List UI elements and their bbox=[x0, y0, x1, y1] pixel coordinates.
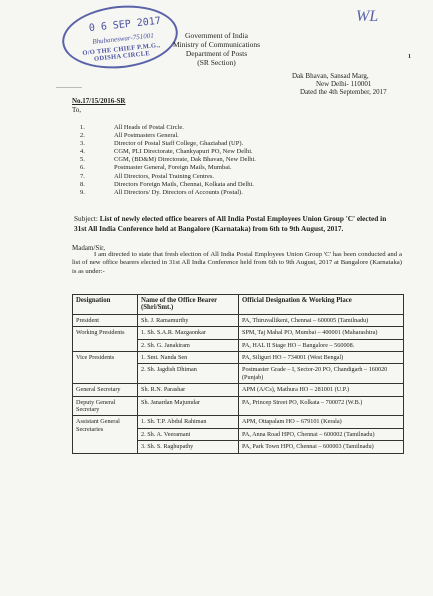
list-item: 6. Postmaster General, Foreign Mails, Mumbai. bbox=[80, 164, 232, 172]
header-line-3: Department of Posts bbox=[185, 49, 248, 58]
name-cell: 1. Smt. Nanda Sen bbox=[138, 352, 239, 364]
stamp-city: Bhubaneswar-751001 bbox=[91, 31, 155, 46]
table-row bbox=[73, 327, 404, 339]
name-cell: 1. Sh. S.A.R. Mazgaonkar bbox=[138, 327, 239, 339]
address-line-1: Dak Bhavan, Sansad Marg, bbox=[292, 72, 369, 80]
designation-cell: Assistant General Secretaries bbox=[73, 416, 138, 453]
designation-cell: Deputy General Secretary bbox=[73, 396, 138, 416]
to-label: To, bbox=[72, 106, 82, 114]
list-item: 3. Director of Postal Staff College, Ghaziabad (UP). bbox=[80, 140, 244, 148]
subject-label: Subject: bbox=[74, 214, 98, 223]
designation-cell: General Secretary bbox=[73, 384, 138, 396]
page-number: 1 bbox=[408, 54, 411, 60]
distribution-list bbox=[80, 124, 256, 197]
header-line-2: Ministry of Communications bbox=[172, 40, 261, 49]
list-item: 9. All Directors/ Dy. Directors of Accounts (Postal). bbox=[80, 188, 243, 196]
stamp-ring-text: O/O THE CHIEF P.M.G., ODISHA CIRCLE bbox=[82, 41, 161, 63]
column-header: Official Designation & Working Place bbox=[239, 295, 404, 315]
column-header: Designation bbox=[73, 295, 138, 315]
list-item: 4. CGM, PLI Directorate, Chankyapuri PO, New Delhi. bbox=[80, 148, 253, 156]
name-cell: 2. Sh. Jagdish Dhiman bbox=[138, 364, 239, 384]
workplace-cell: PA, Siliguri HO – 734001 (West Bengal) bbox=[239, 352, 404, 364]
handwritten-mark: WL bbox=[356, 8, 379, 25]
name-cell: 1. Sh. T.P. Abdul Rahiman bbox=[138, 416, 239, 428]
name-cell: 2. Sh. G. Janakiram bbox=[138, 339, 239, 351]
designation-cell: President bbox=[73, 314, 138, 326]
date-line: Dated the 4th September, 2017 bbox=[300, 88, 387, 96]
body-paragraph: I am directed to state that fresh election of All India Postal Employees Union Group 'C' has been conducted and a list of new office bearers elected in 31st All India Conference held from 6th to 9th August, 2017 at Bangalore (Karnataka) is as under:- bbox=[72, 251, 402, 275]
table-row bbox=[73, 396, 404, 416]
column-header: Name of the Office Bearer (Shri/Smt.) bbox=[138, 295, 239, 315]
list-item: 2. All Postmasters General. bbox=[80, 132, 179, 140]
header-line-1: Government of India bbox=[185, 31, 248, 40]
list-item: 5. CGM, (BD&M) Directorate, Dak Bhavan, New Delhi. bbox=[80, 156, 256, 164]
subject bbox=[74, 214, 400, 233]
workplace-cell: PA, HAL II Stage HO – Bangalore – 560008. bbox=[239, 339, 404, 351]
table-row bbox=[73, 352, 404, 364]
workplace-cell: Postmaster Grade – I, Sector-20 PO, Chandigarh – 160020 (Punjab) bbox=[239, 364, 404, 384]
reference-number: No.17/15/2016-SR bbox=[72, 97, 126, 105]
name-cell: 2. Sh. A. Veeramani bbox=[138, 428, 239, 440]
list-item: 7. All Directors, Postal Training Centres. bbox=[80, 172, 215, 180]
list-item: 8. Directors Foreign Mails, Chennai, Kolkata and Delhi. bbox=[80, 180, 254, 188]
subject-text: List of newly elected office bearers of All India Postal Employees Union Group 'C' elected in 31st All India Conference held at Bangalore (Karnataka) from 6th to 9th August, 2017. bbox=[74, 214, 387, 233]
name-cell: Sh. Janardan Majumdar bbox=[138, 396, 239, 416]
workplace-cell: PA, Park Town HPO, Chennai – 600003 (Tamilnadu) bbox=[239, 441, 404, 453]
list-item: 1. All Heads of Postal Circle. bbox=[80, 124, 184, 131]
workplace-cell: PA, Thiruvallikeni, Chennai – 600005 (Tamilnadu) bbox=[239, 314, 404, 326]
office-bearers-table bbox=[72, 294, 404, 454]
table-row bbox=[73, 384, 404, 396]
name-cell: 3. Sh. S. Raghupathy bbox=[138, 441, 239, 453]
designation-cell: Working Presidents bbox=[73, 327, 138, 352]
table-row bbox=[73, 416, 404, 428]
name-cell: Sh. J. Ramamurthy bbox=[138, 314, 239, 326]
table-row bbox=[73, 314, 404, 326]
workplace-cell: APM (A/Cs), Mathura HO – 281001 (U.P.) bbox=[239, 384, 404, 396]
header-line-4: (SR Section) bbox=[197, 58, 236, 67]
name-cell: Sh. R.N. Parashar bbox=[138, 384, 239, 396]
table-header-row bbox=[73, 295, 404, 315]
divider bbox=[56, 87, 82, 88]
stamp-date: 0 6 SEP 2017 bbox=[88, 15, 162, 35]
workplace-cell: PA, Princep Street PO, Kolkata – 700072 (W.B.) bbox=[239, 396, 404, 416]
workplace-cell: APM, Ottapalam HO – 679101 (Kerala) bbox=[239, 416, 404, 428]
address-line-2: New Delhi- 110001 bbox=[316, 80, 372, 88]
workplace-cell: PA, Anna Road HPO, Chennai – 600002 (Tamilnadu) bbox=[239, 428, 404, 440]
workplace-cell: SPM, Taj Mahal PO, Mumbai – 400001 (Maharashtra) bbox=[239, 327, 404, 339]
designation-cell: Vice Presidents bbox=[73, 352, 138, 384]
salutation: Madam/Sir, bbox=[72, 244, 105, 252]
